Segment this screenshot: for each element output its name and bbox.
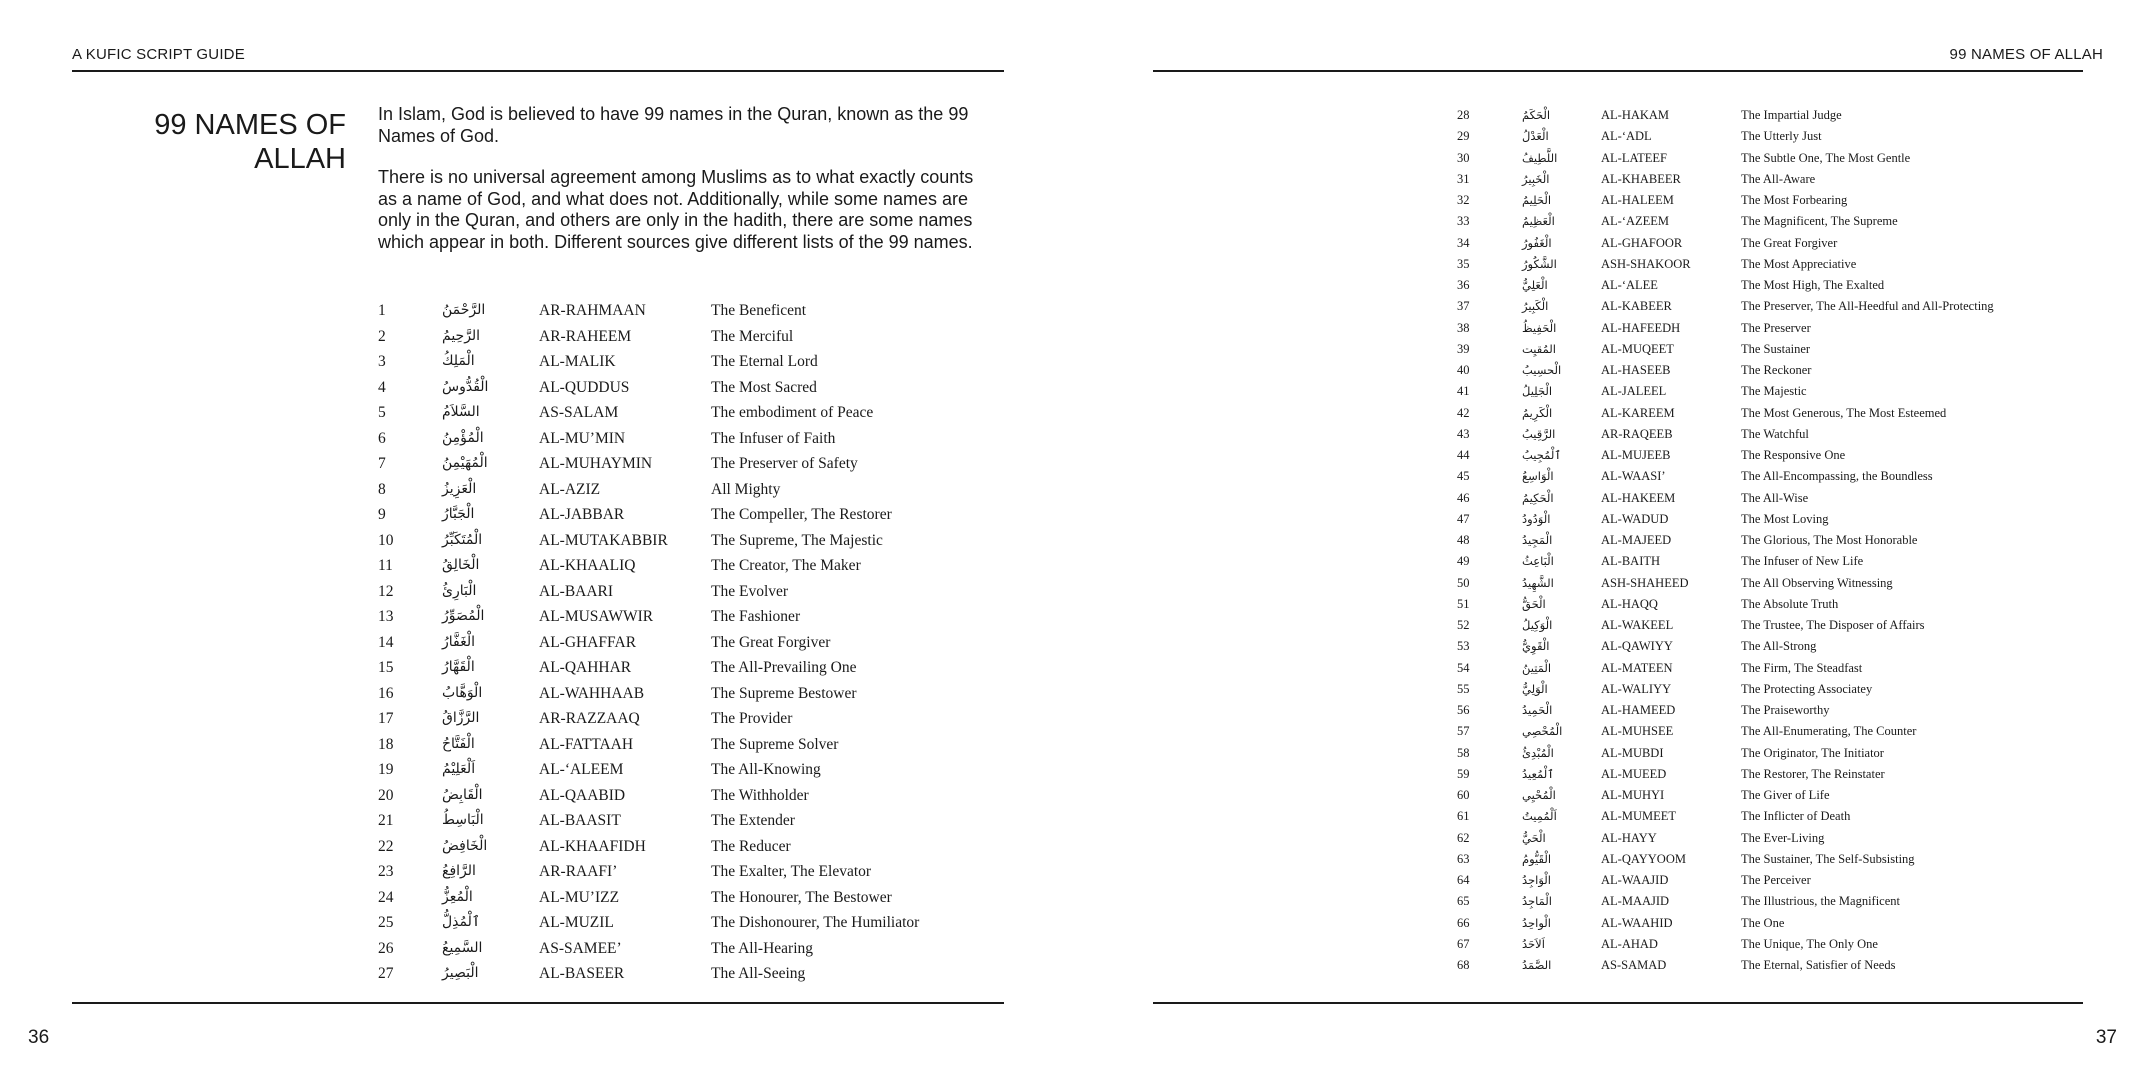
name-transliteration: AS-SALAM: [539, 404, 619, 421]
name-arabic: الْكَبِيرُ: [1522, 299, 1549, 314]
name-meaning: The All-Hearing: [711, 939, 814, 957]
name-arabic: الْوَاسِعُ: [1522, 469, 1554, 484]
name-meaning: The Trustee, The Disposer of Affairs: [1741, 618, 1925, 632]
name-transliteration: AR-RAZZAAQ: [539, 710, 640, 727]
name-arabic: الْخَبِيرُ: [1522, 171, 1550, 186]
name-transliteration: AR-RAHMAAN: [539, 302, 646, 319]
name-arabic: الْوَكِيلُ: [1522, 618, 1553, 632]
name-number: 15: [378, 659, 394, 676]
name-transliteration: AL-QAWIYY: [1601, 639, 1673, 654]
name-arabic: ٱلْمُجِيبُ: [1522, 448, 1562, 462]
name-number: 33: [1457, 214, 1470, 229]
name-arabic: الْمُتَكَبِّرُ: [442, 531, 483, 548]
name-meaning: The embodiment of Peace: [711, 404, 874, 421]
name-arabic: الْمَاجِدُ: [1522, 894, 1552, 909]
page-title: 99 NAMES OF ALLAH: [154, 109, 346, 175]
name-number: 25: [378, 914, 394, 931]
name-number: 59: [1457, 766, 1470, 781]
name-meaning: The Firm, The Steadfast: [1741, 660, 1863, 675]
name-arabic: الْمَلِكُ: [442, 353, 475, 369]
name-meaning: The Withholder: [711, 786, 809, 804]
name-transliteration: AL-BAITH: [1601, 554, 1661, 569]
name-meaning: The Creator, The Maker: [711, 557, 861, 574]
name-transliteration: AL-WALIYY: [1601, 681, 1672, 696]
name-arabic: الْفَتَّاحُ: [442, 735, 475, 752]
name-arabic: الْعَدْلُ: [1522, 129, 1549, 144]
name-transliteration: AL-MUTAKABBIR: [539, 531, 668, 549]
name-number: 61: [1457, 809, 1470, 824]
name-number: 55: [1457, 681, 1470, 696]
name-meaning: The Supreme, The Majestic: [711, 531, 883, 549]
name-transliteration: AL-HAKEEM: [1601, 490, 1676, 505]
name-arabic: الرَّقِيبُ: [1522, 426, 1556, 441]
name-transliteration: AL-MAAJID: [1601, 894, 1670, 909]
name-transliteration: AL-KHABEER: [1601, 171, 1681, 186]
name-transliteration: AL-KAREEM: [1601, 405, 1675, 420]
name-arabic: الْحَفِيظُ: [1522, 320, 1557, 335]
name-number: 4: [378, 378, 386, 396]
name-transliteration: AL-MUMEET: [1601, 809, 1676, 824]
name-number: 43: [1457, 426, 1470, 441]
name-transliteration: AL-KHAALIQ: [539, 557, 636, 574]
name-transliteration: ASH-SHAHEED: [1601, 575, 1689, 590]
name-transliteration: AL-MU’MIN: [539, 429, 626, 447]
name-transliteration: AL-MAJEED: [1601, 533, 1672, 547]
name-meaning: The Compeller, The Restorer: [711, 506, 892, 523]
running-head: 99 NAMES OF ALLAH: [1949, 46, 2103, 63]
name-number: 63: [1457, 851, 1470, 866]
name-transliteration: AL-HALEEM: [1601, 193, 1674, 207]
name-meaning: The Preserver, The All-Heedful and All-Protecting: [1741, 299, 1994, 314]
name-transliteration: AL-QUDDUS: [539, 378, 630, 396]
name-transliteration: AL-JALEEL: [1601, 384, 1667, 399]
name-meaning: The Evolver: [711, 582, 789, 600]
name-arabic: الْمُهَيْمِنُ: [442, 455, 488, 471]
name-arabic: الْكَرِيمُ: [1522, 405, 1553, 420]
name-meaning: The Supreme Bestower: [711, 684, 857, 702]
name-number: 5: [378, 404, 386, 421]
name-meaning: The Most Generous, The Most Esteemed: [1741, 405, 1947, 420]
name-number: 58: [1457, 745, 1470, 760]
name-number: 56: [1457, 703, 1470, 717]
name-meaning: The Most Forbearing: [1741, 193, 1848, 207]
name-arabic: اَلاَحَدُ: [1522, 936, 1545, 951]
name-transliteration: AL-MATEEN: [1601, 660, 1673, 675]
name-arabic: الْحسِيبُ: [1522, 363, 1562, 377]
name-arabic: الْخَافِضُ: [442, 837, 488, 854]
name-number: 3: [378, 353, 386, 370]
name-transliteration: AR-RAAFI’: [539, 863, 618, 880]
name-arabic: الْجَبَّارُ: [442, 506, 475, 522]
name-meaning: The Majestic: [1741, 384, 1807, 399]
name-number: 31: [1457, 171, 1470, 186]
name-meaning: The Restorer, The Reinstater: [1741, 766, 1885, 781]
page-number: 36: [28, 1027, 50, 1048]
name-arabic: الْواحِدُ: [1522, 915, 1551, 930]
intro-paragraph-1: In Islam, God is believed to have 99 names in the Quran, known as the 99 Names of God.: [378, 104, 969, 146]
name-arabic: الْحَلِيمُ: [1522, 193, 1552, 207]
name-arabic: الْحَمِيدُ: [1522, 703, 1553, 717]
name-arabic: الْجَلِيلُ: [1522, 384, 1553, 399]
name-arabic: الْبَاسِطُ: [442, 812, 484, 828]
name-meaning: The Reducer: [711, 837, 791, 855]
name-arabic: ٱلْمُعِيدُ: [1522, 766, 1554, 781]
name-number: 57: [1457, 724, 1470, 739]
name-meaning: The All-Seeing: [711, 965, 806, 982]
name-arabic: الشَّكُورُ: [1522, 256, 1557, 271]
name-number: 41: [1457, 384, 1470, 399]
name-number: 26: [378, 939, 394, 957]
name-arabic: الْمُؤْمِنُ: [442, 429, 484, 446]
name-arabic: الرَّزَّاقُ: [442, 710, 480, 726]
name-meaning: The Watchful: [1741, 426, 1809, 441]
name-transliteration: AL-‘ADL: [1601, 129, 1652, 144]
name-transliteration: AL-HAYY: [1601, 830, 1657, 845]
name-transliteration: AL-WAKEEL: [1601, 618, 1674, 632]
name-transliteration: AL-MALIK: [539, 353, 616, 370]
name-number: 10: [378, 531, 394, 549]
name-transliteration: AL-HAMEED: [1601, 703, 1676, 717]
name-transliteration: AS-SAMEE’: [539, 939, 622, 957]
name-arabic: الرَّافِعُ: [442, 863, 476, 879]
top-rule: [1153, 70, 2083, 72]
name-meaning: The All-Strong: [1741, 639, 1817, 654]
name-meaning: The Supreme Solver: [711, 735, 839, 753]
name-meaning: The Ever-Living: [1741, 830, 1825, 845]
intro-paragraph-2: There is no universal agreement among Muslims as to what exactly counts as a name of God, and what does not. Additionally, while some names are only in the Quran, and others are only in the hadith, there are some names which appear in both. Different sources give different lists of the 99 names.: [378, 167, 974, 252]
name-transliteration: AL-FATTAAH: [539, 735, 634, 753]
name-number: 6: [378, 429, 386, 447]
name-number: 64: [1457, 873, 1470, 887]
name-arabic: الْمَجِيدُ: [1522, 533, 1553, 547]
name-number: 35: [1457, 256, 1470, 271]
name-arabic: السَّمِيعُ: [442, 939, 483, 956]
name-transliteration: AL-‘ALEE: [1601, 278, 1658, 292]
name-number: 40: [1457, 363, 1470, 377]
name-meaning: The Absolute Truth: [1741, 596, 1839, 611]
name-arabic: الْقَيُّومُ: [1522, 851, 1552, 866]
name-transliteration: AL-BAASIT: [539, 812, 621, 829]
name-transliteration: AL-HAFEEDH: [1601, 320, 1681, 335]
name-transliteration: AL-‘AZEEM: [1601, 214, 1670, 229]
name-number: 42: [1457, 405, 1470, 420]
name-meaning: The Preserver: [1741, 320, 1811, 335]
name-meaning: The Unique, The Only One: [1741, 936, 1878, 951]
name-meaning: The Perceiver: [1741, 873, 1811, 887]
name-transliteration: ASH-SHAKOOR: [1601, 256, 1691, 271]
name-number: 37: [1457, 299, 1470, 314]
name-arabic: الْوَاجِدُ: [1522, 873, 1551, 887]
name-transliteration: AL-MUHSEE: [1601, 724, 1674, 739]
name-number: 18: [378, 735, 394, 753]
name-transliteration: AL-QAHHAR: [539, 659, 632, 676]
name-arabic: الرَّحِيمُ: [442, 327, 481, 344]
name-meaning: The One: [1741, 915, 1785, 930]
name-number: 28: [1457, 108, 1470, 122]
name-transliteration: AL-GHAFOOR: [1601, 235, 1683, 250]
name-transliteration: AL-MUBDI: [1601, 745, 1664, 760]
name-meaning: The Merciful: [711, 327, 794, 345]
name-number: 60: [1457, 788, 1470, 802]
name-meaning: The All-Enumerating, The Counter: [1741, 724, 1917, 739]
name-arabic: اللَّطِيفُ: [1522, 150, 1558, 165]
name-number: 1: [378, 302, 386, 319]
name-meaning: The Eternal, Satisfier of Needs: [1741, 958, 1896, 972]
name-transliteration: AL-LATEEF: [1601, 150, 1667, 165]
name-number: 9: [378, 506, 386, 523]
name-transliteration: AL-‘ALEEM: [539, 761, 624, 778]
name-number: 66: [1457, 915, 1470, 930]
name-meaning: The Fashioner: [711, 608, 801, 625]
name-transliteration: AL-HASEEB: [1601, 363, 1671, 377]
name-number: 16: [378, 684, 394, 702]
name-arabic: الْغَفُورُ: [1522, 235, 1552, 250]
name-meaning: The All-Aware: [1741, 171, 1816, 186]
name-number: 22: [378, 837, 394, 855]
name-number: 51: [1457, 596, 1470, 611]
name-meaning: The All-Prevailing One: [711, 659, 857, 676]
name-arabic: الْمُحْيِي: [1522, 788, 1556, 802]
name-meaning: The Dishonourer, The Humiliator: [711, 914, 920, 931]
name-number: 7: [378, 455, 386, 472]
name-number: 23: [378, 863, 394, 880]
name-meaning: All Mighty: [711, 480, 781, 498]
name-meaning: The Preserver of Safety: [711, 455, 858, 472]
name-meaning: The All-Wise: [1741, 490, 1809, 505]
name-transliteration: AL-WAAJID: [1601, 873, 1669, 887]
name-meaning: The Most Sacred: [711, 378, 817, 396]
name-number: 65: [1457, 894, 1470, 909]
name-transliteration: AL-WAAHID: [1601, 915, 1673, 930]
name-arabic: الْحَقُّ: [1522, 596, 1546, 611]
name-arabic: المُقيِت: [1522, 341, 1556, 356]
name-number: 54: [1457, 660, 1470, 675]
name-transliteration: AL-MUHAYMIN: [539, 455, 653, 472]
name-meaning: The Responsive One: [1741, 448, 1846, 462]
name-meaning: The Great Forgiver: [711, 633, 831, 651]
name-arabic: اَلْمُمِيتُ: [1522, 809, 1557, 824]
name-arabic: الْوَلِيُّ: [1522, 681, 1548, 696]
name-arabic: الْوَدُودُ: [1522, 511, 1551, 526]
name-arabic: الْقُدُّوسُ: [442, 378, 489, 395]
name-arabic: اَلْعَلِيْمُ: [442, 761, 476, 777]
name-arabic: السَّلاَمُ: [442, 404, 480, 420]
top-rule: [72, 70, 1004, 72]
name-number: 29: [1457, 129, 1470, 144]
name-arabic: الْحَكِيمُ: [1522, 490, 1554, 505]
name-arabic: الْعَزِيزُ: [442, 480, 477, 497]
name-number: 46: [1457, 490, 1470, 505]
name-transliteration: AL-WADUD: [1601, 511, 1669, 526]
name-transliteration: AL-AHAD: [1601, 936, 1658, 951]
name-transliteration: AR-RAQEEB: [1601, 426, 1673, 441]
name-transliteration: AL-QAYYOOM: [1601, 851, 1686, 866]
name-meaning: The Protecting Associatey: [1741, 681, 1873, 696]
right-page: [1075, 0, 2150, 1070]
name-meaning: The Inflicter of Death: [1741, 809, 1851, 824]
name-number: 53: [1457, 639, 1470, 654]
name-meaning: The Most Loving: [1741, 511, 1829, 526]
name-arabic: الْقَابِضُ: [442, 786, 483, 803]
name-number: 45: [1457, 469, 1470, 484]
name-number: 68: [1457, 958, 1470, 972]
name-transliteration: AS-SAMAD: [1601, 958, 1667, 972]
name-number: 48: [1457, 533, 1470, 547]
name-number: 27: [378, 965, 394, 982]
name-transliteration: AL-GHAFFAR: [539, 633, 637, 651]
name-meaning: The Beneficent: [711, 302, 807, 319]
name-number: 38: [1457, 320, 1470, 335]
name-transliteration: AL-MUHYI: [1601, 788, 1665, 802]
name-arabic: الْقَهَّارُ: [442, 659, 475, 675]
name-number: 47: [1457, 511, 1470, 526]
name-meaning: The Infuser of New Life: [1741, 554, 1864, 569]
bottom-rule: [72, 1002, 1004, 1004]
name-arabic: الْبَاعِثُ: [1522, 554, 1554, 569]
name-meaning: The Originator, The Initiator: [1741, 745, 1884, 760]
name-transliteration: AR-RAHEEM: [539, 327, 632, 345]
name-transliteration: AL-HAKAM: [1601, 108, 1670, 122]
name-arabic: الْمُحْصِي: [1522, 724, 1563, 739]
name-meaning: The Sustainer: [1741, 341, 1811, 356]
name-number: 24: [378, 888, 394, 906]
name-transliteration: AL-KHAAFIDH: [539, 837, 646, 855]
name-arabic: ٱلْمُذِلُّ: [442, 914, 481, 930]
name-number: 2: [378, 327, 386, 345]
name-meaning: The Subtle One, The Most Gentle: [1741, 150, 1911, 165]
name-number: 11: [378, 557, 393, 574]
name-meaning: The Sustainer, The Self-Subsisting: [1741, 851, 1915, 866]
name-number: 62: [1457, 830, 1470, 845]
name-number: 50: [1457, 575, 1470, 590]
name-transliteration: AL-MU’IZZ: [539, 888, 620, 906]
name-meaning: The Most Appreciative: [1741, 256, 1857, 271]
name-number: 52: [1457, 618, 1470, 632]
name-arabic: الْبَصِيرُ: [442, 965, 479, 981]
name-transliteration: AL-MUSAWWIR: [539, 608, 654, 625]
name-transliteration: AL-MUQEET: [1601, 341, 1674, 356]
name-number: 13: [378, 608, 394, 625]
name-arabic: الْمُصَوِّرُ: [442, 608, 485, 624]
name-arabic: الْمَتِينُ: [1522, 660, 1552, 675]
name-arabic: الصَّمَدُ: [1522, 958, 1552, 972]
name-transliteration: AL-BAARI: [539, 582, 614, 600]
name-meaning: The All Observing Witnessing: [1741, 575, 1893, 590]
name-number: 20: [378, 786, 394, 804]
name-arabic: الْحَكَمُ: [1522, 108, 1551, 122]
name-meaning: The Great Forgiver: [1741, 235, 1838, 250]
name-meaning: The Extender: [711, 812, 795, 829]
name-number: 44: [1457, 448, 1470, 462]
name-meaning: The Exalter, The Elevator: [711, 863, 872, 880]
name-number: 32: [1457, 193, 1470, 207]
name-number: 19: [378, 761, 394, 778]
name-meaning: The Giver of Life: [1741, 788, 1830, 802]
name-meaning: The Honourer, The Bestower: [711, 888, 892, 906]
name-number: 49: [1457, 554, 1470, 569]
name-number: 30: [1457, 150, 1470, 165]
name-arabic: الشَّهِيدُ: [1522, 575, 1554, 590]
name-meaning: The Illustrious, the Magnificent: [1741, 894, 1900, 909]
name-meaning: The Provider: [711, 710, 793, 727]
bottom-rule: [1153, 1002, 2083, 1004]
name-meaning: The Impartial Judge: [1741, 108, 1842, 122]
name-meaning: The Praiseworthy: [1741, 703, 1830, 717]
running-head: A KUFIC SCRIPT GUIDE: [72, 46, 245, 63]
name-arabic: الرَّحْمَنُ: [442, 302, 486, 318]
name-number: 17: [378, 710, 394, 727]
name-arabic: الْقَوِيُّ: [1522, 639, 1550, 654]
name-arabic: الْمُبْدِئُ: [1522, 745, 1554, 760]
name-meaning: The Utterly Just: [1741, 129, 1822, 144]
name-meaning: The Glorious, The Most Honorable: [1741, 533, 1918, 547]
intro-text: [378, 104, 978, 273]
name-transliteration: AL-AZIZ: [539, 480, 601, 498]
name-meaning: The Eternal Lord: [711, 353, 818, 370]
name-number: 39: [1457, 341, 1470, 356]
name-transliteration: AL-MUZIL: [539, 914, 614, 931]
name-number: 67: [1457, 936, 1470, 951]
name-arabic: الْخَالِقُ: [442, 557, 480, 573]
name-arabic: الْوَهَّابُ: [442, 684, 483, 701]
name-transliteration: AL-MUEED: [1601, 766, 1667, 781]
name-meaning: The Magnificent, The Supreme: [1741, 214, 1898, 229]
name-transliteration: AL-MUJEEB: [1601, 448, 1671, 462]
name-transliteration: AL-WAASI’: [1601, 469, 1666, 484]
name-arabic: الْبَارِئُ: [442, 582, 477, 599]
name-arabic: الْحَيُّ: [1522, 830, 1546, 845]
name-arabic: الْعَلِيُّ: [1522, 278, 1548, 292]
name-arabic: الْغَفَّارُ: [442, 633, 476, 650]
name-meaning: The Reckoner: [1741, 363, 1812, 377]
name-transliteration: AL-HAQQ: [1601, 596, 1658, 611]
name-transliteration: AL-QAABID: [539, 786, 626, 804]
name-transliteration: AL-KABEER: [1601, 299, 1672, 314]
name-number: 14: [378, 633, 394, 651]
name-meaning: The All-Knowing: [711, 761, 821, 778]
page-number: 37: [2095, 1027, 2117, 1048]
name-transliteration: AL-JABBAR: [539, 506, 625, 523]
name-meaning: The All-Encompassing, the Boundless: [1741, 469, 1933, 484]
name-number: 36: [1457, 278, 1470, 292]
name-transliteration: AL-WAHHAAB: [539, 684, 645, 702]
name-transliteration: AL-BASEER: [539, 965, 625, 982]
name-meaning: The Most High, The Exalted: [1741, 278, 1885, 292]
name-arabic: الْعَظِيمُ: [1522, 214, 1555, 229]
name-number: 21: [378, 812, 394, 829]
name-arabic: الْمُعِزُّ: [442, 888, 473, 905]
name-number: 12: [378, 582, 394, 600]
name-meaning: The Infuser of Faith: [711, 429, 836, 447]
name-number: 8: [378, 480, 386, 498]
name-number: 34: [1457, 235, 1470, 250]
